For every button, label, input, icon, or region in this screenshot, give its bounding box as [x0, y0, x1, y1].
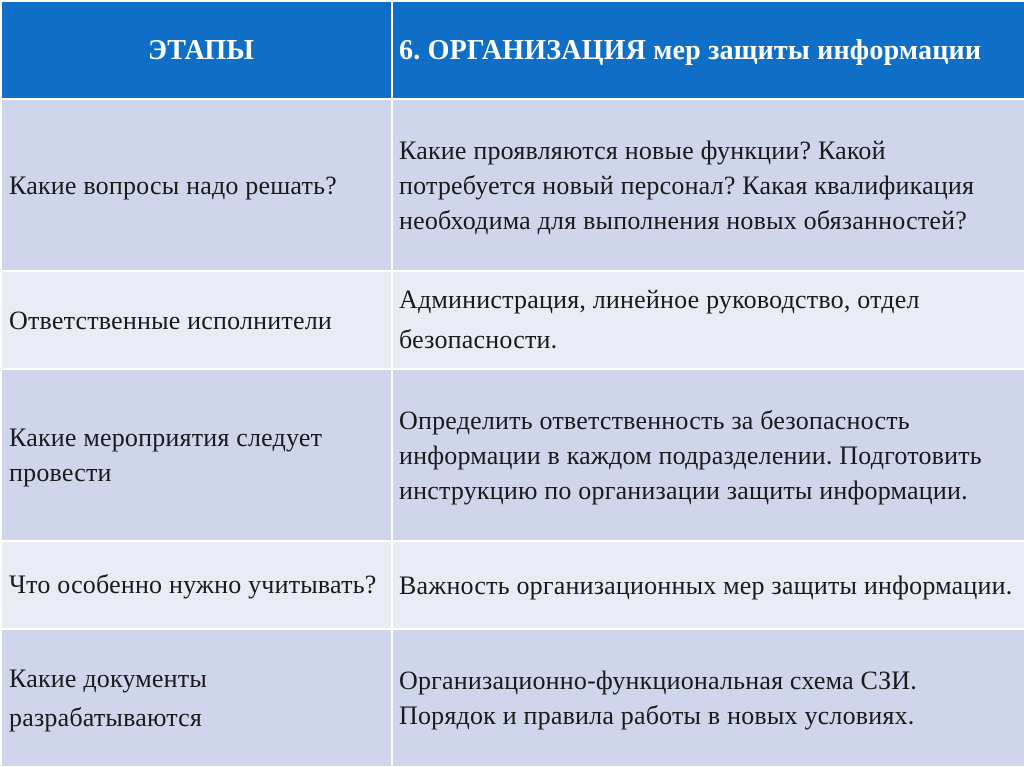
row-answer-text: Организационно-функциональная схема СЗИ. Порядок и правила работы в новых условиях. — [399, 666, 917, 730]
row-question — [1, 541, 392, 629]
row-question-text: Ответственные исполнители — [9, 305, 333, 335]
table-row — [1, 629, 1024, 767]
table-row — [1, 369, 1024, 541]
header-stages-label: ЭТАПЫ — [148, 34, 255, 66]
row-answer — [392, 99, 1024, 271]
row-answer-text: Определить ответственность за безопасность информации в каждом подразделении. Подготовить инструкцию по организации защиты информации. — [399, 405, 982, 505]
row-question — [1, 99, 392, 271]
row-answer-text: Важность организационных мер защиты информации. — [399, 570, 1013, 600]
row-question-text: Какие документы разрабатываются — [9, 664, 208, 732]
row-answer-text: Какие проявляются новые функции? Какой потребуется новый персонал? Какая квалификация необходима для выполнения новых обязанностей? — [399, 135, 975, 235]
row-question — [1, 629, 392, 767]
row-question — [1, 369, 392, 541]
table-row — [1, 99, 1024, 271]
row-question — [1, 271, 392, 369]
table-row — [1, 271, 1024, 369]
header-organization-rest: мер защиты информации — [646, 34, 982, 66]
row-answer — [392, 541, 1024, 629]
row-answer — [392, 369, 1024, 541]
row-question-text: Что особенно нужно учитывать? — [9, 570, 377, 599]
row-question-text: Какие мероприятия следует провести — [9, 423, 323, 487]
table-row — [1, 541, 1024, 629]
row-answer — [392, 271, 1024, 369]
row-answer — [392, 629, 1024, 767]
table-header-row — [1, 1, 1024, 99]
header-organization — [392, 1, 1024, 99]
row-answer-text: Администрация, линейное руководство, отдел безопасности. — [399, 285, 920, 354]
row-question-text: Какие вопросы надо решать? — [9, 170, 337, 200]
header-stages — [1, 1, 392, 99]
header-organization-strong: 6. ОРГАНИЗАЦИЯ — [399, 34, 647, 66]
